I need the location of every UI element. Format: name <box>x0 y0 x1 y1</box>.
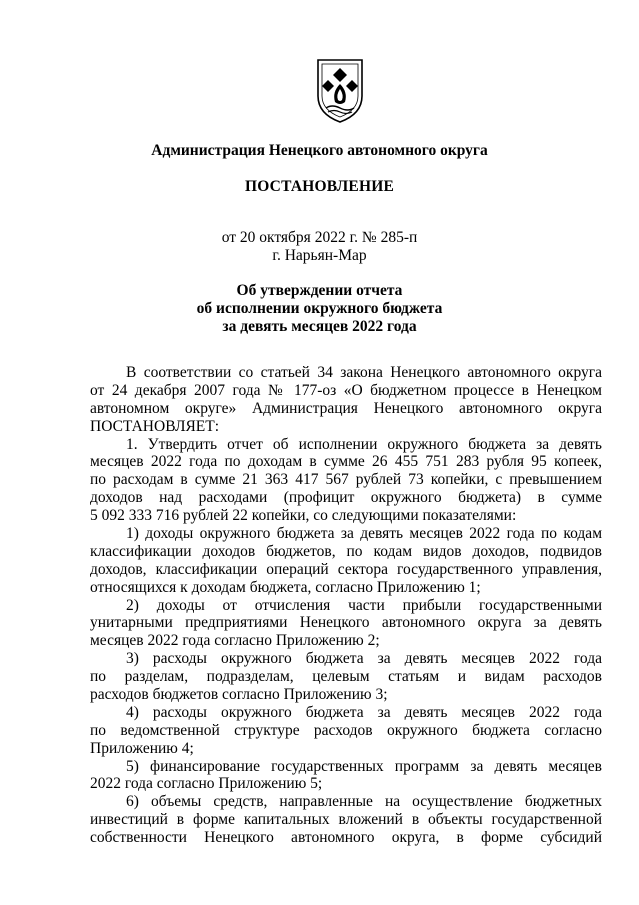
body-line: унитарными предприятиями Ненецкого автономного округа за девять <box>90 614 602 632</box>
body-line: месяцев 2022 года по доходам в сумме 26 455 751 283 рубля 95 копеек, <box>90 453 602 471</box>
body-line: от 24 декабря 2007 года № 177-оз «О бюджетном процессе в Ненецком <box>90 381 602 399</box>
subject-line-2: об исполнении окружного бюджета <box>196 300 443 317</box>
body-line: В соответствии со статьей 34 закона Ненецкого автономного округа <box>126 364 602 381</box>
body-line: 2) доходы от отчисления части прибыли государственными <box>126 596 602 614</box>
body-line: автономном округе» Администрация Ненецкого автономного округа <box>90 399 602 417</box>
body-line: 1. Утвердить отчет об исполнении окружного бюджета за девять <box>126 435 602 453</box>
body-line: 3) расходы окружного бюджета за девять месяцев 2022 года <box>126 650 602 668</box>
body-line: расходов бюджетов согласно Приложению 3; <box>90 686 388 704</box>
body-line: по ведомственной структуре расходов окружного бюджета согласно <box>90 721 602 739</box>
body-line: собственности Ненецкого автономного округа, в форме субсидий <box>90 829 602 847</box>
body-line: доходов над расходами (профицит окружного бюджета) в сумме <box>90 489 602 507</box>
subject-line-3: за девять месяцев 2022 года <box>222 318 417 335</box>
city: г. Нарьян-Мар <box>272 247 367 264</box>
body-line: 5) финансирование государственных программ за девять месяцев <box>126 757 602 775</box>
body-line: 6) объемы средств, направленные на осуществление бюджетных <box>126 793 602 811</box>
body-line: классификации доходов бюджетов, по кодам видов доходов, подвидов <box>90 542 602 560</box>
body-line: ПОСТАНОВЛЯЕТ: <box>90 417 220 435</box>
body-line: инвестиций в форме капитальных вложений в объекты государственной <box>90 811 602 829</box>
body-line: 2022 года согласно Приложению 5; <box>90 775 323 793</box>
document-body <box>90 364 602 847</box>
body-line: доходов, классификации операций сектора государственного управления, <box>90 560 602 578</box>
body-line: месяцев 2022 года согласно Приложению 2; <box>90 632 380 650</box>
subject-line-1: Об утверждении отчета <box>236 282 403 299</box>
body-line: Приложению 4; <box>90 739 194 757</box>
date-number: от 20 октября 2022 г. № 285-п <box>221 229 418 246</box>
body-line: по расходам в сумме 21 363 417 567 рублей 73 копейки, с превышением <box>90 471 602 489</box>
body-line: по разделам, подразделам, целевым статьям и видам расходов <box>90 668 602 686</box>
body-line: относящихся к доходам бюджета, согласно Приложению 1; <box>90 578 481 596</box>
body-line: 5 092 333 716 рублей 22 копейки, со следующими показателями: <box>90 507 517 525</box>
organization-title: Администрация Ненецкого автономного округа <box>151 142 488 159</box>
body-line: 1) доходы окружного бюджета за девять месяцев 2022 года по кодам <box>126 525 602 543</box>
document-type: ПОСТАНОВЛЕНИЕ <box>244 178 395 195</box>
coat-of-arms-nenets-icon <box>312 56 368 124</box>
body-line: 4) расходы окружного бюджета за девять месяцев 2022 года <box>126 703 602 721</box>
